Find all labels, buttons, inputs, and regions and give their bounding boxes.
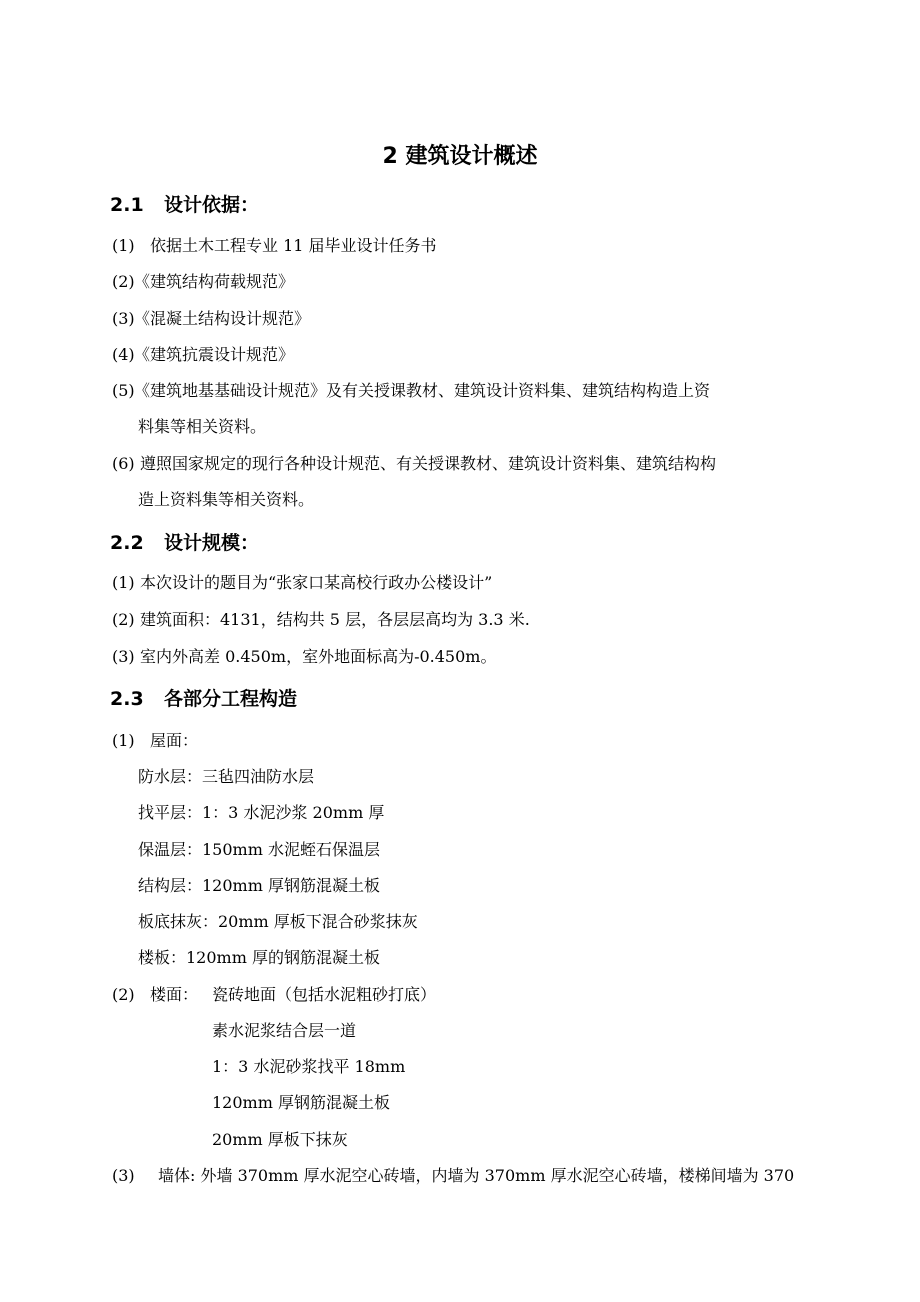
section-title: 设计规模： [164,532,260,554]
section-heading-2-2 [110,530,259,556]
roof-label: 屋面： [150,731,199,750]
item-text: 遵照国家规定的现行各种设计规范、有关授课教材、建筑设计资料集、建筑结构构 [140,454,717,473]
item-text: 《混凝土结构设计规范》 [134,309,311,328]
wall-item [112,1164,794,1188]
section-number: 2.3 [110,688,144,710]
item-text-continuation: 造上资料集等相关资料。 [138,490,315,509]
roof-layer: 板底抹灰：20mm 厚板下混合砂浆抹灰 [138,912,418,931]
item-marker: (3) [112,647,135,666]
item-text: 《建筑抗震设计规范》 [134,345,295,364]
item-text: 《建筑结构荷载规范》 [134,272,295,291]
list-item [112,234,437,258]
item-text: 室内外高差 0.450m，室外地面标高为-0.450m。 [140,647,497,666]
item-text: 依据土木工程专业 11 届毕业设计任务书 [150,236,437,255]
chapter-title: 2 建筑设计概述 [382,144,538,169]
roof-layer: 楼板：120mm 厚的钢筋混凝土板 [138,948,380,967]
section-number: 2.1 [110,194,144,216]
roof-layer: 防水层：三毡四油防水层 [138,767,315,786]
list-item [112,645,496,669]
item-marker: (3) [112,309,135,328]
item-marker: (2) [112,272,135,291]
list-item [112,270,294,294]
item-marker: (2) [112,610,135,629]
section-title: 设计依据： [164,194,260,216]
list-item [112,379,710,403]
floor-layer: 120mm 厚钢筋混凝土板 [212,1093,390,1112]
floor-layer: 1：3 水泥砂浆找平 18mm [212,1057,406,1076]
item-marker: (1) [112,731,135,750]
floor-label: 楼面： [150,985,199,1004]
section-title: 各部分工程构造 [164,688,298,710]
list-item [112,571,492,595]
roof-layer: 保温层：150mm 水泥蛭石保温层 [138,840,380,859]
item-marker: (4) [112,345,135,364]
item-text: 建筑面积：4131，结构共 5 层，各层层高均为 3.3 米. [140,610,530,629]
roof-item [112,729,198,753]
section-heading-2-1 [110,192,259,218]
item-marker: (2) [112,985,135,1004]
roof-layer: 找平层：1：3 水泥沙浆 20mm 厚 [138,803,385,822]
floor-layer: 素水泥浆结合层一道 [212,1021,357,1040]
list-item [112,307,310,331]
floor-item [112,983,436,1007]
floor-layer: 瓷砖地面（包括水泥粗砂打底） [212,985,437,1004]
section-heading-2-3 [110,686,297,712]
item-marker: (3) [112,1166,135,1185]
list-item [112,608,530,632]
item-text-continuation: 料集等相关资料。 [138,417,267,436]
section-number: 2.2 [110,532,144,554]
item-marker: (1) [112,573,135,592]
list-item [112,452,716,476]
list-item [112,343,294,367]
item-text: 本次设计的题目为“张家口某高校行政办公楼设计” [140,573,493,592]
item-marker: (5) [112,381,135,400]
item-marker: (1) [112,236,135,255]
wall-text: 墙体: 外墙 370mm 厚水泥空心砖墙，内墙为 370mm 厚水泥空心砖墙，楼梯间墙为 370 [158,1166,795,1185]
floor-layer: 20mm 厚板下抹灰 [212,1130,348,1149]
roof-layer: 结构层：120mm 厚钢筋混凝土板 [138,876,380,895]
item-marker: (6) [112,454,135,473]
item-text: 《建筑地基基础设计规范》及有关授课教材、建筑设计资料集、建筑结构构造上资 [134,381,711,400]
